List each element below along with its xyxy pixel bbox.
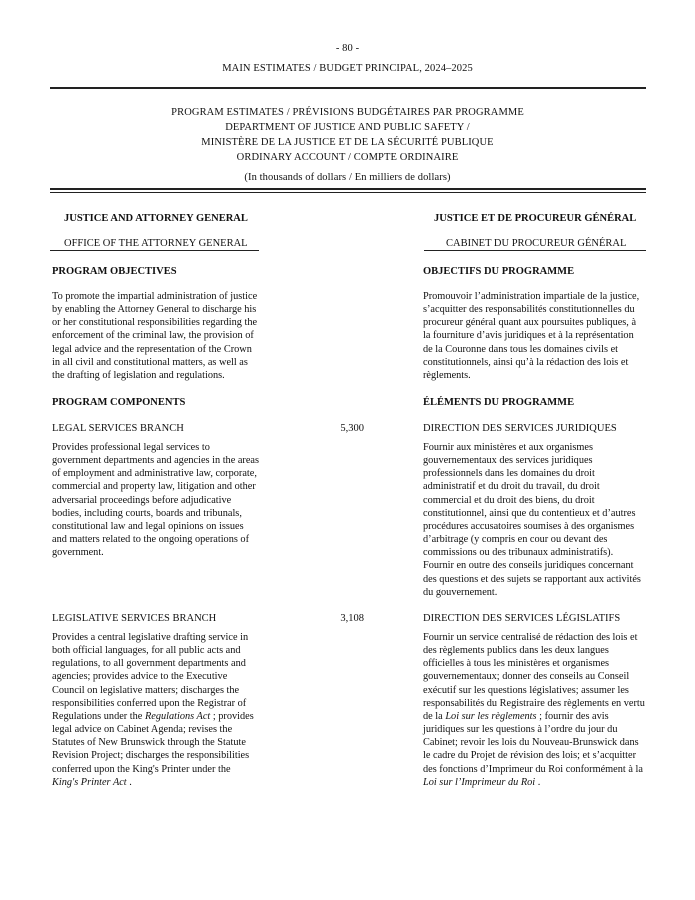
legislative-services-name-fr: DIRECTION DES SERVICES LÉGISLATIFS — [423, 613, 621, 624]
text-line: professionnels dans les domaines du droit — [423, 468, 595, 480]
text-line: both official languages, for all public acts and — [52, 645, 241, 657]
document-title: MAIN ESTIMATES / BUDGET PRINCIPAL, 2024–2025 — [222, 63, 473, 74]
text-line: the drafting of legislation and regulations. — [52, 369, 225, 381]
text-line: gouvernementaux; donner des conseils au Conseil — [423, 671, 630, 683]
text-line: procédures accusatoires soumises à des organismes — [423, 520, 635, 532]
text-segment: ; fournir des avis — [536, 710, 609, 722]
text-segment: ; provides — [210, 710, 254, 722]
text-line: and matters related to the ongoing operations of — [52, 534, 250, 546]
text-line: government departments and agencies in the areas — [52, 455, 259, 467]
text-line: s’acquitter des responsabilités constitutionnelles du — [423, 304, 635, 316]
text-line — [423, 776, 649, 789]
legislative-services-name-en: LEGISLATIVE SERVICES BRANCH — [52, 613, 217, 624]
text-line: des questions et des sujets se rapportant aux activités — [423, 573, 641, 585]
text-line — [52, 776, 270, 789]
section-title-en: JUSTICE AND ATTORNEY GENERAL — [64, 213, 248, 224]
text-line: commercial and property law, litigation and other — [52, 481, 256, 493]
text-line: adversarial proceedings before adjudicative — [52, 494, 232, 506]
text-line: des fonctions d’Imprimeur du Roi conformément à la — [423, 763, 643, 775]
text-line: la fourniture d’avis juridiques et à la représentation — [423, 330, 634, 342]
department-line-fr: MINISTÈRE DE LA JUSTICE ET DE LA SÉCURITÉ PUBLIQUE — [201, 137, 494, 148]
act-title-kings-printer: King's Printer Act — [52, 776, 127, 788]
objectives-heading-fr: OBJECTIFS DU PROGRAMME — [423, 266, 575, 277]
text-line: règlements. — [423, 369, 471, 381]
text-line: administratif et du droit du travail, du droit — [423, 481, 600, 493]
text-line: To promote the impartial administration of justice — [52, 291, 258, 302]
text-line: Cabinet; revoir les lois du Nouveau-Brunswick dans — [423, 737, 639, 749]
legal-services-text-fr — [423, 441, 649, 599]
text-line: or her constitutional responsibilities regarding the — [52, 317, 258, 329]
legal-services-name-fr: DIRECTION DES SERVICES JURIDIQUES — [423, 423, 617, 434]
page-number: - 80 - — [335, 43, 360, 54]
text-line: legal advice on Cabinet Agenda; revises the — [52, 724, 233, 736]
units-line: (In thousands of dollars / En milliers de dollars) — [244, 172, 451, 183]
text-line: exécutif sur les questions législatives; assumer les — [423, 684, 629, 696]
text-line: regulations, to all government departments and — [52, 658, 246, 670]
office-title-fr-box — [424, 237, 646, 251]
subheader-rule-bottom — [50, 192, 646, 193]
text-line: responsabilités du Registraire des règlements en vertu — [423, 697, 645, 709]
office-title-en: OFFICE OF THE ATTORNEY GENERAL — [50, 237, 259, 251]
text-line: Fournir en outre des conseils juridiques concernant — [423, 560, 634, 572]
text-line: by enabling the Attorney General to discharge his — [52, 304, 257, 316]
legal-services-amount: 5,300 — [340, 423, 364, 434]
legislative-services-amount: 3,108 — [340, 613, 364, 624]
legal-services-name-en: LEGAL SERVICES BRANCH — [52, 423, 184, 434]
text-line: d’arbitrage (y compris en cour ou devant des — [423, 534, 608, 546]
text-line: officielles à tous les ministères et organismes — [423, 658, 610, 670]
section-title-fr: JUSTICE ET DE PROCUREUR GÉNÉRAL — [434, 213, 637, 224]
text-line: Council on legislative matters; discharges the — [52, 684, 240, 696]
text-line: agencies; provides advice to the Executive — [52, 671, 228, 683]
text-line — [52, 710, 270, 723]
objectives-heading-en: PROGRAM OBJECTIVES — [52, 266, 177, 277]
text-line: Provides professional legal services to — [52, 442, 210, 453]
legislative-services-text-en — [52, 631, 270, 789]
text-line: juridiques sur les questions à l’ordre du jour du — [423, 724, 618, 736]
act-title-regulations: Regulations Act — [144, 710, 211, 722]
objectives-text-fr — [423, 290, 649, 382]
office-title-en-box — [50, 237, 259, 251]
text-line: Provides a central legislative drafting service in — [52, 632, 249, 643]
text-segment: . — [535, 776, 541, 788]
text-line: conferred upon the King's Printer under the — [52, 763, 231, 775]
office-title-fr: CABINET DU PROCUREUR GÉNÉRAL — [424, 237, 646, 251]
department-line-en: DEPARTMENT OF JUSTICE AND PUBLIC SAFETY / — [225, 122, 470, 133]
subheader-rule-top — [50, 188, 646, 190]
text-line: Fournir un service centralisé de rédaction des lois et — [423, 632, 638, 643]
act-title-reglements: Loi sur les règlements — [445, 710, 537, 722]
text-line: responsibilities conferred upon the Registrar of — [52, 697, 247, 709]
text-segment: de la — [423, 710, 446, 722]
text-line: constitutionnels, ainsi qu’à la rédaction des lois et — [423, 356, 629, 368]
text-segment: . — [126, 776, 132, 788]
text-line: des règlements publics dans les deux langues — [423, 645, 609, 657]
text-line: procureur général quant aux poursuites publiques, à — [423, 317, 637, 329]
text-line: Statutes of New Brunswick through the Statute — [52, 737, 246, 749]
text-line: le cadre du Projet de révision des lois; et s’acquitter — [423, 750, 637, 762]
text-line: bodies, including courts, boards and tribunals, — [52, 507, 242, 519]
text-line — [423, 710, 649, 723]
text-line: government. — [52, 547, 104, 559]
text-line: gouvernementaux des services juridiques — [423, 455, 593, 467]
text-line: commercial et du droit des biens, du droit — [423, 494, 595, 506]
text-segment: Regulations under the — [52, 710, 145, 722]
text-line: Fournir aux ministères et aux organismes — [423, 442, 593, 453]
legal-services-text-en — [52, 441, 270, 559]
text-line: legal advice and the representation of the Crown — [52, 343, 252, 355]
text-line: Revision Project; discharges the responsibilities — [52, 750, 250, 762]
text-line: de la Couronne dans tous les domaines civils et — [423, 343, 619, 355]
legislative-services-text-fr — [423, 631, 649, 789]
text-line: in all civil and constitutional matters, as well as — [52, 356, 248, 368]
text-line: constitutional law and legal opinions on issues — [52, 520, 244, 532]
text-line: constitutionnel, ainsi que du contentieux et d’autres — [423, 507, 636, 519]
components-heading-fr: ÉLÉMENTS DU PROGRAMME — [423, 397, 575, 408]
text-line: of employment and administrative law, corporate, — [52, 468, 257, 480]
components-heading-en: PROGRAM COMPONENTS — [52, 397, 186, 408]
account-line: ORDINARY ACCOUNT / COMPTE ORDINAIRE — [236, 152, 459, 163]
program-estimates-line: PROGRAM ESTIMATES / PRÉVISIONS BUDGÉTAIRES PAR PROGRAMME — [171, 107, 524, 118]
text-line: enforcement of the criminal law, the provision of — [52, 330, 254, 342]
objectives-text-en — [52, 290, 270, 382]
text-line: du gouvernement. — [423, 586, 498, 598]
header-rule — [50, 87, 646, 89]
text-line: commissions ou des tribunaux administratifs). — [423, 547, 614, 559]
text-line: Promouvoir l’administration impartiale de la justice, — [423, 291, 640, 302]
act-title-imprimeur: Loi sur l’Imprimeur du Roi — [423, 776, 536, 788]
